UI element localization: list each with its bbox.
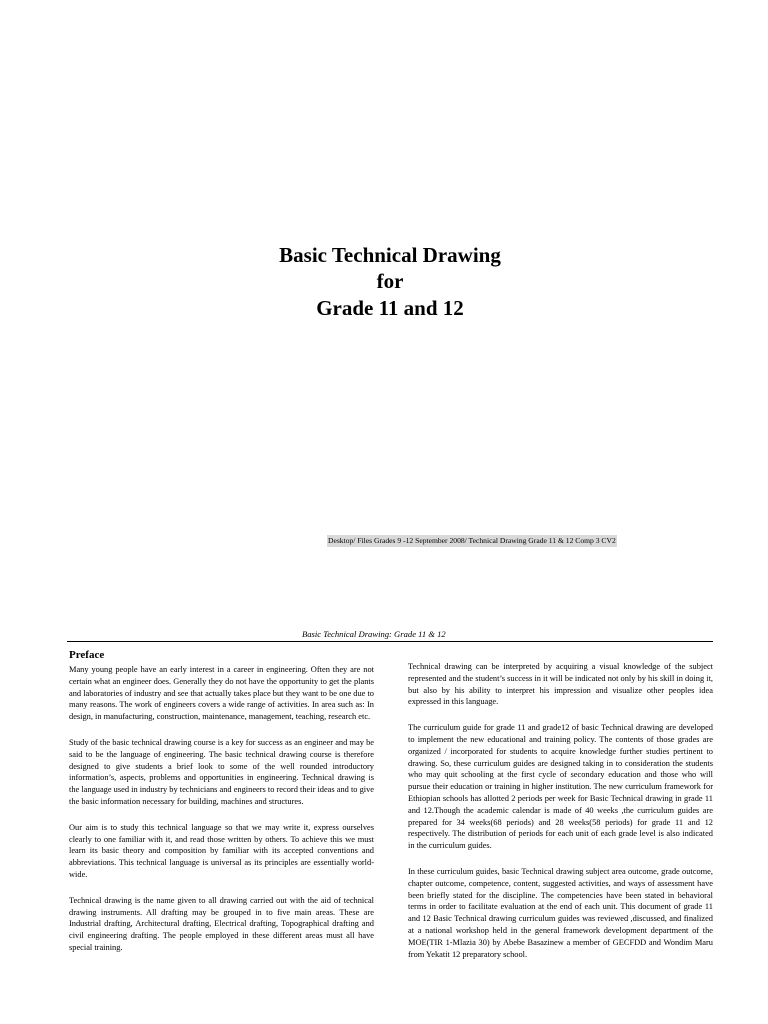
paragraph: Study of the basic technical drawing course is a key for success as an engineer and may be said to be the language of engineering. The basic technical drawing course is therefore designed to give students a brief look to some of the well rounded introductory information’s, aspects, problems and opportunities in engineering. Technical drawing is the language used in industry by technicians and engineers to record their ideas and to give the basic information necessary for building, machines and structures. [69, 737, 374, 806]
paragraph: In these curriculum guides, basic Technical drawing subject area outcome, grade outcome, chapter outcome, competence, content, suggested activities, and ways of assessment have been briefly stated for the discipline. The competencies have been stated in behavioral terms in order to facilitate evaluation at the end of each unit. This document of grade 11 and 12 Basic Technical drawing curriculum guides was reviewed ,discussed, and finalized at a national workshop held in the general framework development department of the MOE(TIR 1-Mlazia 30) by Abebe Basazinew a member of GECFDD and Wondim Maru from Yekatit 12 preparatory school. [408, 866, 713, 959]
paragraph: Technical drawing is the name given to all drawing carried out with the aid of technical drawing instruments. All drafting may be grouped in to five main areas. These are Industrial drafting, Architectural drafting, Electrical drafting, Topographical drafting and civil engineering drafting. The people employed in these different areas must all have special training. [69, 895, 374, 952]
file-path-label: Desktop/ Files Grades 9 -12 September 2008/ Technical Drawing Grade 11 & 12 Comp 3 CV2 [328, 536, 616, 545]
document-title-line-3: Grade 11 and 12 [316, 296, 464, 320]
header-divider [67, 641, 713, 642]
left-column [69, 664, 374, 968]
document-title-line-2: for [376, 269, 404, 293]
paragraph: Technical drawing can be interpreted by acquiring a visual knowledge of the subject represented and the student’s success in it will be indicated not only by his skill in doing it, but also by his ability to interpret his impression and visualize other peoples idea expressed in this language. [408, 662, 713, 707]
paragraph: The curriculum guide for grade 11 and grade12 of basic Technical drawing are developed to implement the new educational and training policy. The contents of those grades are organized / incorporated for students to acquire knowledge further studies pertinent to drawing. So, these curriculum guides are designed taking in to consideration the students who may quit schooling at the first cycle of secondary education and those who will pursue their education or training in higher institution. The new curriculum framework for Ethiopian schools has allotted 2 periods per week for Basic Technical drawing in grade 11 and 12.Though the academic calendar is made of 40 weeks ,the curriculum guides are prepared for 34 weeks(68 periods) and 28 weeks(58 periods) for grade 11 and 12 respectively. The distribution of periods for each unit of each grade level is also indicated in the curriculum guides. [408, 723, 713, 851]
paragraph: Our aim is to study this technical language so that we may write it, express ourselves clearly to one familiar with it, and read those written by others. To achieve this we must learn its basic theory and composition by familiar with its accepted conventions and abbreviations. This technical language is universal as its principles are essentially world-wide. [69, 822, 374, 879]
running-header: Basic Technical Drawing: Grade 11 & 12 [302, 629, 446, 639]
paragraph: Many young people have an early interest in a career in engineering. Often they are not certain what an engineer does. Generally they do not have the opportunity to get the plants and laboratories of industry and see that actually takes place but they want to be one due to many reasons. The work of engineers covers a wide range of activities. In area such as: In design, in manufacturing, construction, maintenance, management, teaching, research etc. [69, 665, 374, 722]
right-column [408, 661, 713, 974]
section-heading: Preface [69, 649, 105, 661]
document-title-line-1: Basic Technical Drawing [279, 243, 501, 267]
